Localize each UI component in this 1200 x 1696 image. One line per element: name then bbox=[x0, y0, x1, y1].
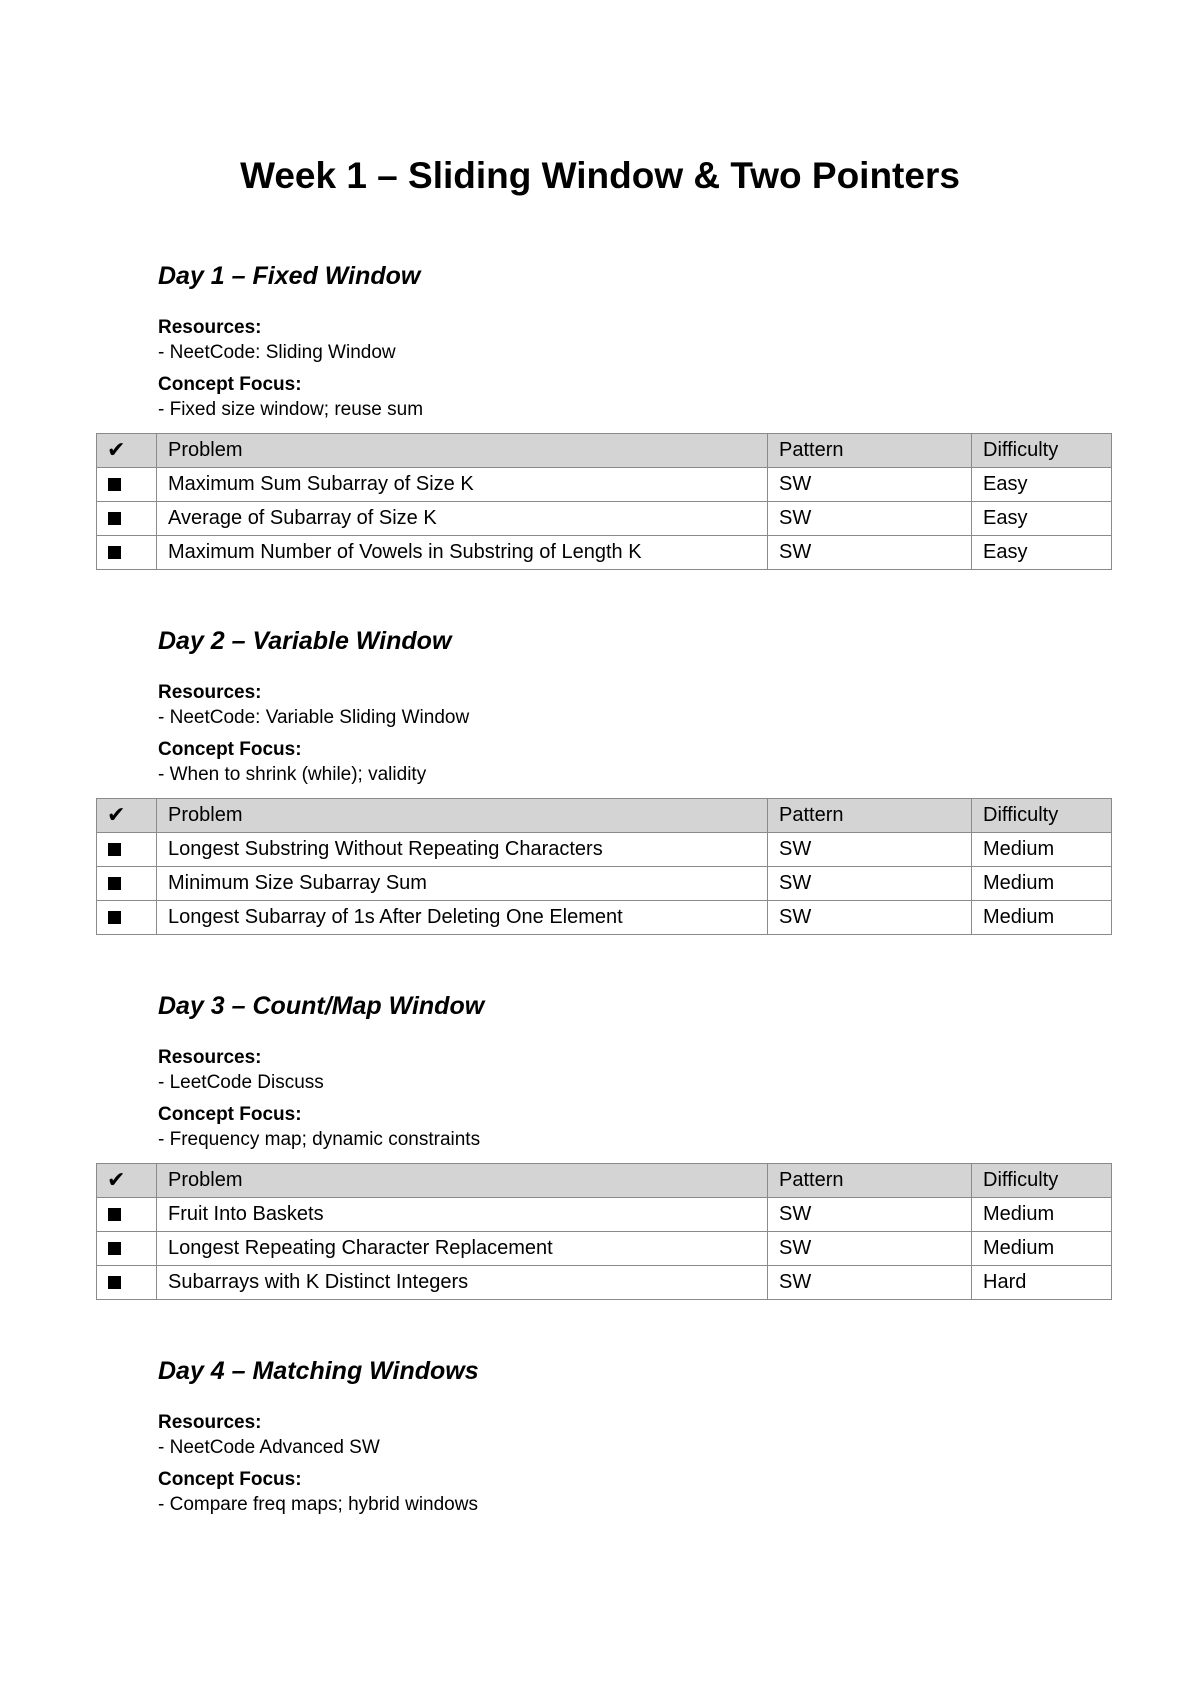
concept-line: - Compare freq maps; hybrid windows bbox=[158, 1494, 478, 1515]
pattern-cell: SW bbox=[768, 1232, 972, 1266]
concept-line: - When to shrink (while); validity bbox=[158, 764, 427, 785]
problem-cell: Minimum Size Subarray Sum bbox=[157, 867, 768, 901]
pattern-cell: SW bbox=[768, 901, 972, 935]
checkbox-cell[interactable] bbox=[97, 1198, 157, 1232]
problem-cell: Subarrays with K Distinct Integers bbox=[157, 1266, 768, 1300]
checkbox-icon[interactable] bbox=[108, 478, 121, 491]
page-title: Week 1 – Sliding Window & Two Pointers bbox=[240, 155, 960, 196]
problem-header: Problem bbox=[157, 434, 768, 468]
checkbox-cell[interactable] bbox=[97, 1232, 157, 1266]
checkmark-icon: ✔ bbox=[107, 801, 126, 827]
table-row bbox=[97, 867, 1112, 901]
day-title: Day 2 – Variable Window bbox=[158, 627, 452, 655]
table-row bbox=[97, 901, 1112, 935]
check-header bbox=[97, 799, 157, 833]
day-title: Day 1 – Fixed Window bbox=[158, 262, 421, 290]
resource-line: - NeetCode: Sliding Window bbox=[158, 342, 396, 363]
checkbox-icon[interactable] bbox=[108, 911, 121, 924]
concept-label: Concept Focus: bbox=[158, 739, 302, 760]
resources-label: Resources: bbox=[158, 1047, 262, 1068]
difficulty-cell: Medium bbox=[972, 1198, 1112, 1232]
day-title: Day 4 – Matching Windows bbox=[158, 1357, 479, 1385]
concept-label: Concept Focus: bbox=[158, 1104, 302, 1125]
checkbox-icon[interactable] bbox=[108, 1242, 121, 1255]
pattern-header: Pattern bbox=[768, 434, 972, 468]
checkbox-cell[interactable] bbox=[97, 867, 157, 901]
pattern-cell: SW bbox=[768, 867, 972, 901]
problem-header: Problem bbox=[157, 799, 768, 833]
problem-cell: Longest Substring Without Repeating Characters bbox=[157, 833, 768, 867]
resources-label: Resources: bbox=[158, 1412, 262, 1433]
table-row bbox=[97, 833, 1112, 867]
table-header-row bbox=[97, 1164, 1112, 1198]
pattern-cell: SW bbox=[768, 1198, 972, 1232]
concept-label: Concept Focus: bbox=[158, 374, 302, 395]
difficulty-cell: Medium bbox=[972, 1232, 1112, 1266]
table-row bbox=[97, 1232, 1112, 1266]
difficulty-header: Difficulty bbox=[972, 434, 1112, 468]
problem-cell: Fruit Into Baskets bbox=[157, 1198, 768, 1232]
difficulty-cell: Medium bbox=[972, 833, 1112, 867]
pattern-cell: SW bbox=[768, 502, 972, 536]
problem-cell: Maximum Number of Vowels in Substring of Length K bbox=[157, 536, 768, 570]
concept-line: - Fixed size window; reuse sum bbox=[158, 399, 424, 420]
problem-header: Problem bbox=[157, 1164, 768, 1198]
difficulty-cell: Easy bbox=[972, 536, 1112, 570]
pattern-cell: SW bbox=[768, 536, 972, 570]
table-header-row bbox=[97, 434, 1112, 468]
difficulty-cell: Hard bbox=[972, 1266, 1112, 1300]
checkbox-icon[interactable] bbox=[108, 546, 121, 559]
resource-line: - NeetCode: Variable Sliding Window bbox=[158, 707, 470, 728]
check-header bbox=[97, 1164, 157, 1198]
day-title: Day 3 – Count/Map Window bbox=[158, 992, 485, 1020]
concept-line: - Frequency map; dynamic constraints bbox=[158, 1129, 481, 1150]
checkbox-icon[interactable] bbox=[108, 1208, 121, 1221]
resource-line: - NeetCode Advanced SW bbox=[158, 1437, 380, 1458]
checkbox-cell[interactable] bbox=[97, 468, 157, 502]
resource-line: - LeetCode Discuss bbox=[158, 1072, 324, 1093]
checkbox-cell[interactable] bbox=[97, 1266, 157, 1300]
table-row bbox=[97, 536, 1112, 570]
pattern-header: Pattern bbox=[768, 1164, 972, 1198]
table-header-row bbox=[97, 799, 1112, 833]
table-row bbox=[97, 502, 1112, 536]
resources-label: Resources: bbox=[158, 682, 262, 703]
problem-cell: Average of Subarray of Size K bbox=[157, 502, 768, 536]
checkbox-cell[interactable] bbox=[97, 833, 157, 867]
difficulty-cell: Easy bbox=[972, 502, 1112, 536]
difficulty-header: Difficulty bbox=[972, 799, 1112, 833]
table-row bbox=[97, 1198, 1112, 1232]
pattern-header: Pattern bbox=[768, 799, 972, 833]
pattern-cell: SW bbox=[768, 833, 972, 867]
problem-cell: Longest Repeating Character Replacement bbox=[157, 1232, 768, 1266]
checkbox-cell[interactable] bbox=[97, 901, 157, 935]
difficulty-header: Difficulty bbox=[972, 1164, 1112, 1198]
problems-table bbox=[96, 1163, 1112, 1300]
checkbox-cell[interactable] bbox=[97, 502, 157, 536]
checkmark-icon: ✔ bbox=[107, 436, 126, 462]
checkbox-icon[interactable] bbox=[108, 877, 121, 890]
table-row bbox=[97, 468, 1112, 502]
resources-label: Resources: bbox=[158, 317, 262, 338]
checkbox-icon[interactable] bbox=[108, 1276, 121, 1289]
difficulty-cell: Easy bbox=[972, 468, 1112, 502]
checkbox-icon[interactable] bbox=[108, 843, 121, 856]
table-row bbox=[97, 1266, 1112, 1300]
pattern-cell: SW bbox=[768, 1266, 972, 1300]
pattern-cell: SW bbox=[768, 468, 972, 502]
checkmark-icon: ✔ bbox=[107, 1166, 126, 1192]
problems-table bbox=[96, 433, 1112, 570]
problem-cell: Longest Subarray of 1s After Deleting One Element bbox=[157, 901, 768, 935]
checkbox-icon[interactable] bbox=[108, 512, 121, 525]
checkbox-cell[interactable] bbox=[97, 536, 157, 570]
difficulty-cell: Medium bbox=[972, 867, 1112, 901]
concept-label: Concept Focus: bbox=[158, 1469, 302, 1490]
check-header bbox=[97, 434, 157, 468]
problem-cell: Maximum Sum Subarray of Size K bbox=[157, 468, 768, 502]
difficulty-cell: Medium bbox=[972, 901, 1112, 935]
problems-table bbox=[96, 798, 1112, 935]
